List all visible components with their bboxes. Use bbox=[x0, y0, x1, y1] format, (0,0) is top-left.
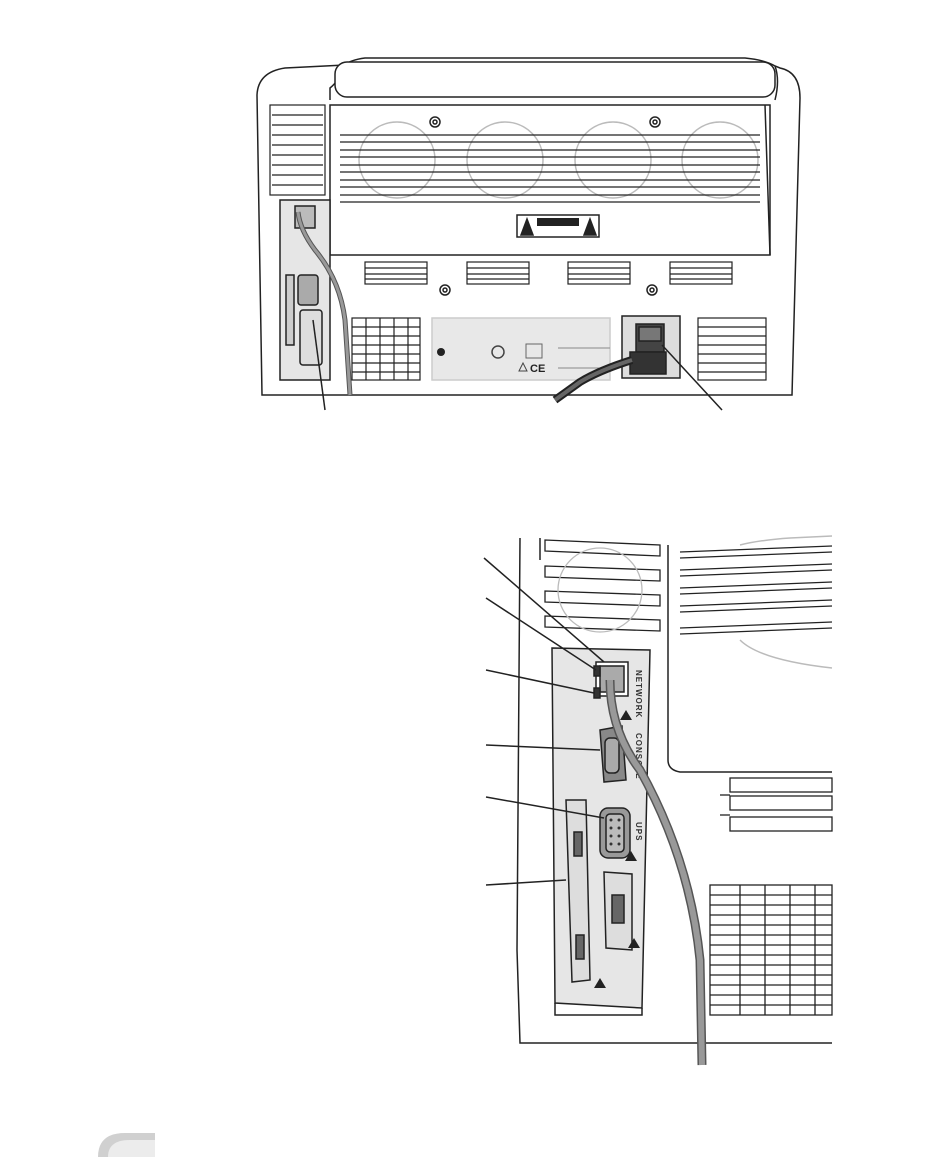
ce-mark-icon: CE bbox=[530, 363, 546, 375]
caution-label bbox=[517, 215, 599, 237]
rear-view-full bbox=[257, 58, 800, 410]
ups-port bbox=[600, 808, 630, 858]
console-port-label: CONSOLE bbox=[634, 733, 643, 780]
io-panel-closeup bbox=[484, 536, 832, 1065]
ups-port-label: UPS bbox=[634, 822, 643, 842]
brand-logo-icon bbox=[437, 348, 445, 356]
network-port-label: NETWORK bbox=[634, 670, 643, 719]
